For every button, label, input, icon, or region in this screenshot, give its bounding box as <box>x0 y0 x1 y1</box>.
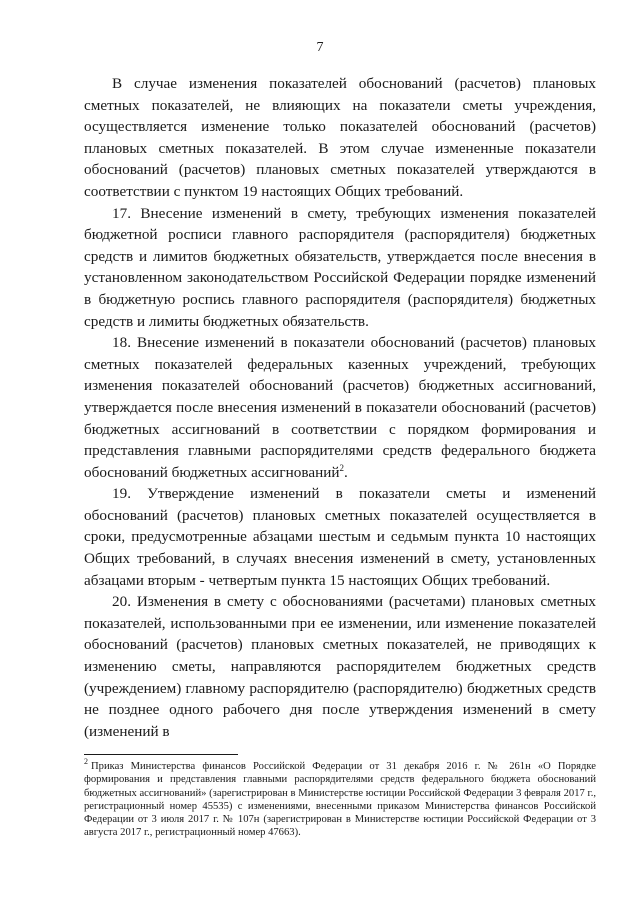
footnote-text: Приказ Министерства финансов Российской Федерации от 31 декабря 2016 г. № 261н «О Порядке формирования и представления главными распорядителями средств федерального бюджета обоснований бюджетных ассигнований» (зарегистрирован в Министерстве юстиции Российской Федерации 3 февраля 2017 г., регистрационный номер 45535) с изменениями, внесенными приказом Министерства финансов Российской Федерации от 3 июля 2017 г. № 107н (зарегистрирован в Министерстве юстиции Российской Федерации от 3 августа 2017 г., регистрационный номер 47663). <box>84 761 596 839</box>
paragraph-intro: В случае изменения показателей обоснований (расчетов) плановых сметных показателей, не влияющих на показатели сметы учреждения, осуществляется изменение только показателей обоснований (расчетов) плановых сметных показателей. В этом случае измененные показатели обоснований (расчетов) плановых сметных показателей утверждаются в соответствии с пунктом 19 настоящих Общих требований. <box>84 75 596 200</box>
paragraph-18-text: 18. Внесение изменений в показатели обоснований (расчетов) плановых сметных показателей федеральных казенных учреждений, требующих изменения показателей обоснований (расчетов) бюджетных ассигнований, утверждается после внесения изменений в показатели обоснований (расчетов) бюджетных ассигнований в соответствии с порядком формирования и представления главными распорядителями средств федерального бюджета обоснований бюджетных ассигнований <box>84 334 596 481</box>
paragraph-17: 17. Внесение изменений в смету, требующих изменения показателей бюджетной росписи главного распорядителя (распорядителя) бюджетных средств и лимитов бюджетных обязательств, утверждается после внесения в установленном законодательством Российской Федерации порядке изменений в бюджетную роспись главного распорядителя (распорядителя) бюджетных средств и лимиты бюджетных обязательств. <box>84 204 596 330</box>
footnote-reference[interactable]: 2 <box>339 462 344 473</box>
footnote-separator <box>84 754 238 755</box>
paragraph-20: 20. Изменения в смету с обоснованиями (расчетами) плановых сметных показателей, использованными при ее изменении, или изменение показателей обоснований (расчетов) плановых сметных показателей, не приводящих к изменению сметы, направляются распорядителем бюджетных средств (учреждением) главному распорядителю (распорядителю) бюджетных средств не позднее одного рабочего дня после утверждения изменений в смету (изменений в <box>84 593 596 740</box>
paragraph-18: 18. Внесение изменений в показатели обоснований (расчетов) плановых сметных показателей федеральных казенных учреждений, требующих изменения показателей обоснований (расчетов) бюджетных ассигнований, утверждается после внесения изменений в показатели обоснований (расчетов) бюджетных ассигнований в соответствии с порядком формирования и представления главными распорядителями средств федерального бюджета обоснований бюджетных ассигнований$^2$. <box>84 334 596 481</box>
body-text <box>84 73 596 742</box>
footnote <box>84 757 596 840</box>
paragraph-19: 19. Утверждение изменений в показатели сметы и изменений обоснований (расчетов) плановых сметных показателей осуществляется в сроки, предусмотренные абзацами шестым и седьмым пункта 10 настоящих Общих требований, в случаях внесения изменений в смету, установленных абзацами вторым - четвертым пункта 15 настоящих Общих требований. <box>84 485 596 589</box>
footnote-mark: 2 <box>84 757 88 767</box>
page-number: 7 <box>316 40 324 55</box>
